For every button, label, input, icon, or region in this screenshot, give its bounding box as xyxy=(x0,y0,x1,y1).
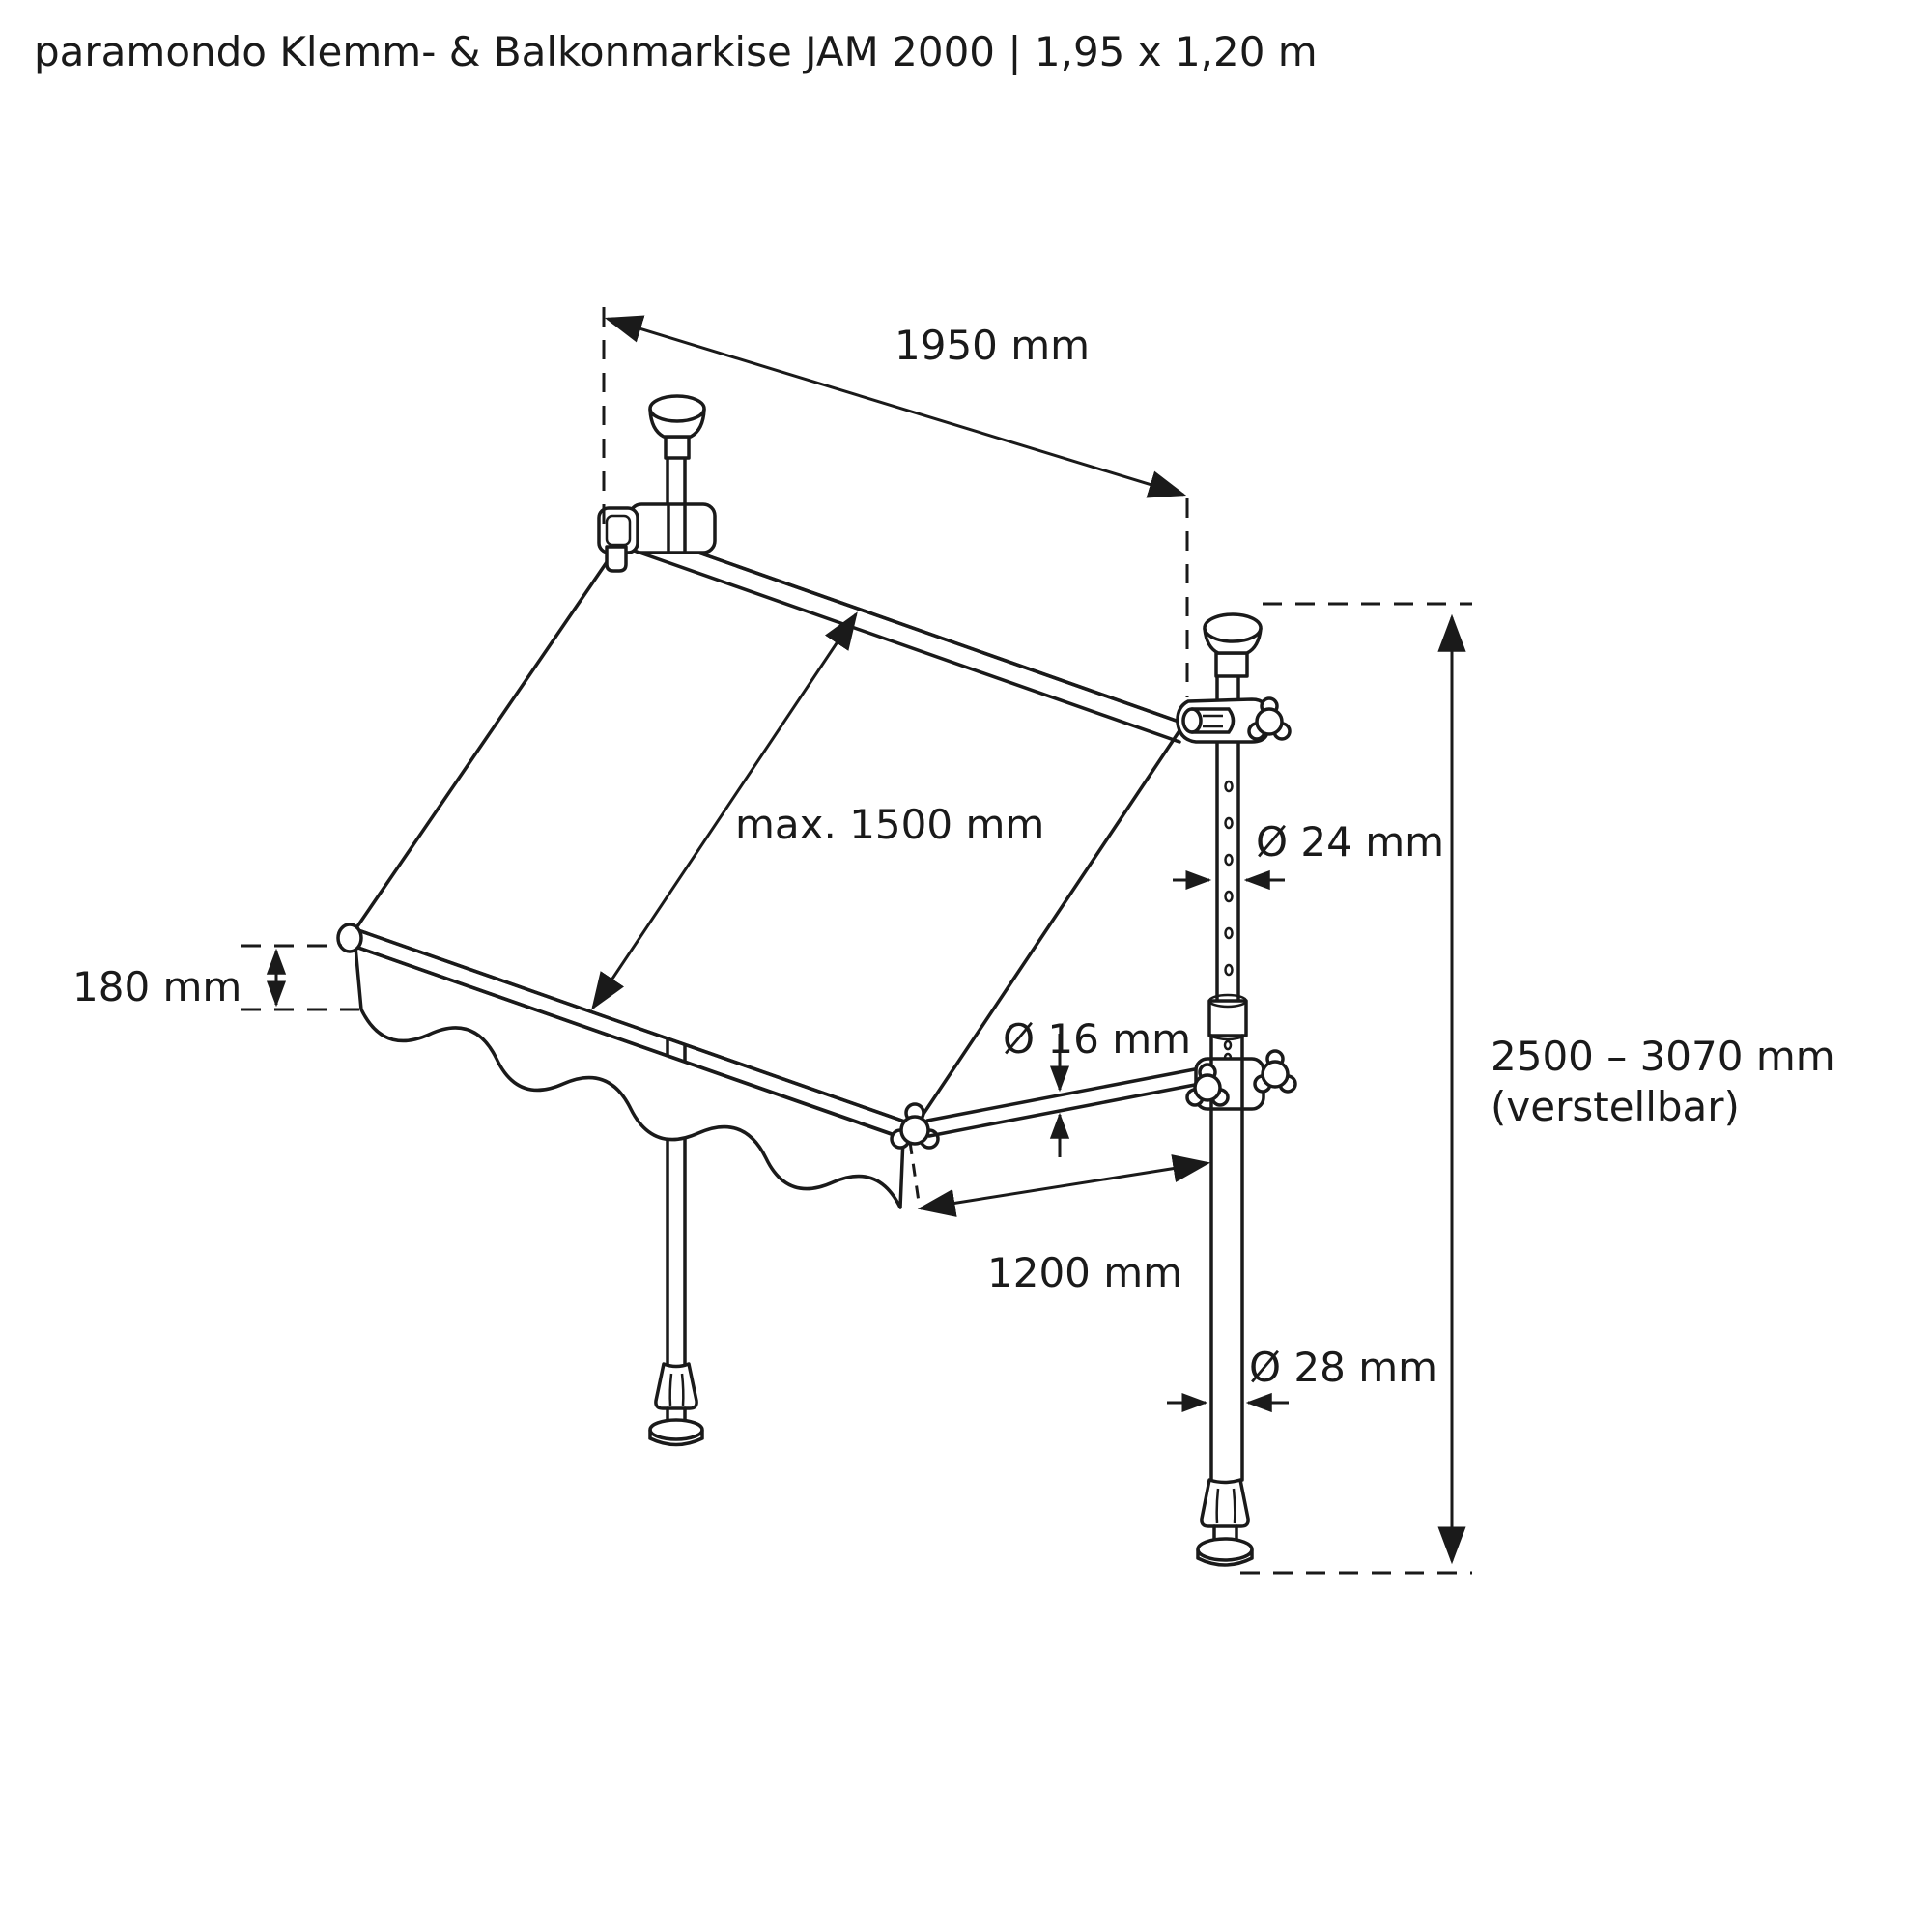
dim-width-label: 1950 mm xyxy=(895,322,1091,369)
drawing xyxy=(72,307,1835,1573)
front-pole-top xyxy=(599,396,715,571)
awning xyxy=(338,528,1184,1208)
rear-cap-neck xyxy=(1216,653,1247,676)
rear-pole-base-plate xyxy=(1198,1539,1252,1560)
dim-upper-pole-dia-label: Ø 24 mm xyxy=(1256,818,1445,866)
adjustment-hole xyxy=(1226,781,1233,791)
front-cap-neck xyxy=(666,437,689,458)
dim-pole-height-label: 2500 – 3070 mm xyxy=(1491,1033,1835,1080)
arm-clamp-knob-left xyxy=(1195,1075,1220,1100)
dim-arm-dia-label: Ø 16 mm xyxy=(1003,1015,1192,1063)
dim-front-height-label: 180 mm xyxy=(72,963,242,1010)
dim-pole-height-note: (verstellbar) xyxy=(1491,1083,1740,1130)
front-knob xyxy=(901,1117,928,1144)
dim-arm-length-arrow xyxy=(921,1163,1208,1208)
dim-lower-pole-dia-label: Ø 28 mm xyxy=(1249,1344,1438,1391)
front-clamp-pin xyxy=(607,547,626,571)
rear-top-clamp-cylinder-end xyxy=(1183,709,1201,732)
rear-pole-foot-cone xyxy=(1202,1480,1248,1526)
adjustment-hole xyxy=(1225,1041,1231,1049)
support-arm-tube xyxy=(927,1068,1200,1136)
adjustment-hole xyxy=(1226,965,1233,975)
rear-cap-top xyxy=(1205,614,1261,641)
rear-top-knob xyxy=(1257,709,1282,734)
rear-pole xyxy=(1178,614,1295,1565)
adjustment-hole xyxy=(1226,892,1233,901)
extension-line xyxy=(910,1142,919,1202)
adjustment-hole xyxy=(1226,818,1233,828)
arm-clamp-knob-right xyxy=(1263,1062,1288,1087)
front-pole-base-plate xyxy=(650,1420,702,1439)
front-pole-foot-cone xyxy=(656,1364,696,1408)
adjustment-hole xyxy=(1226,928,1233,938)
page-title: paramondo Klemm- & Balkonmarkise JAM 2000 | 1,95 x 1,20 m xyxy=(34,28,1318,75)
support-arm xyxy=(927,1068,1200,1136)
front-cap-top xyxy=(650,396,704,421)
front-bar-end-cap xyxy=(338,924,361,952)
dim-projection-label: max. 1500 mm xyxy=(735,801,1045,848)
dim-arm-length-label: 1200 mm xyxy=(987,1249,1183,1296)
front-clamp-bracket xyxy=(630,504,715,553)
adjustment-hole xyxy=(1226,855,1233,865)
